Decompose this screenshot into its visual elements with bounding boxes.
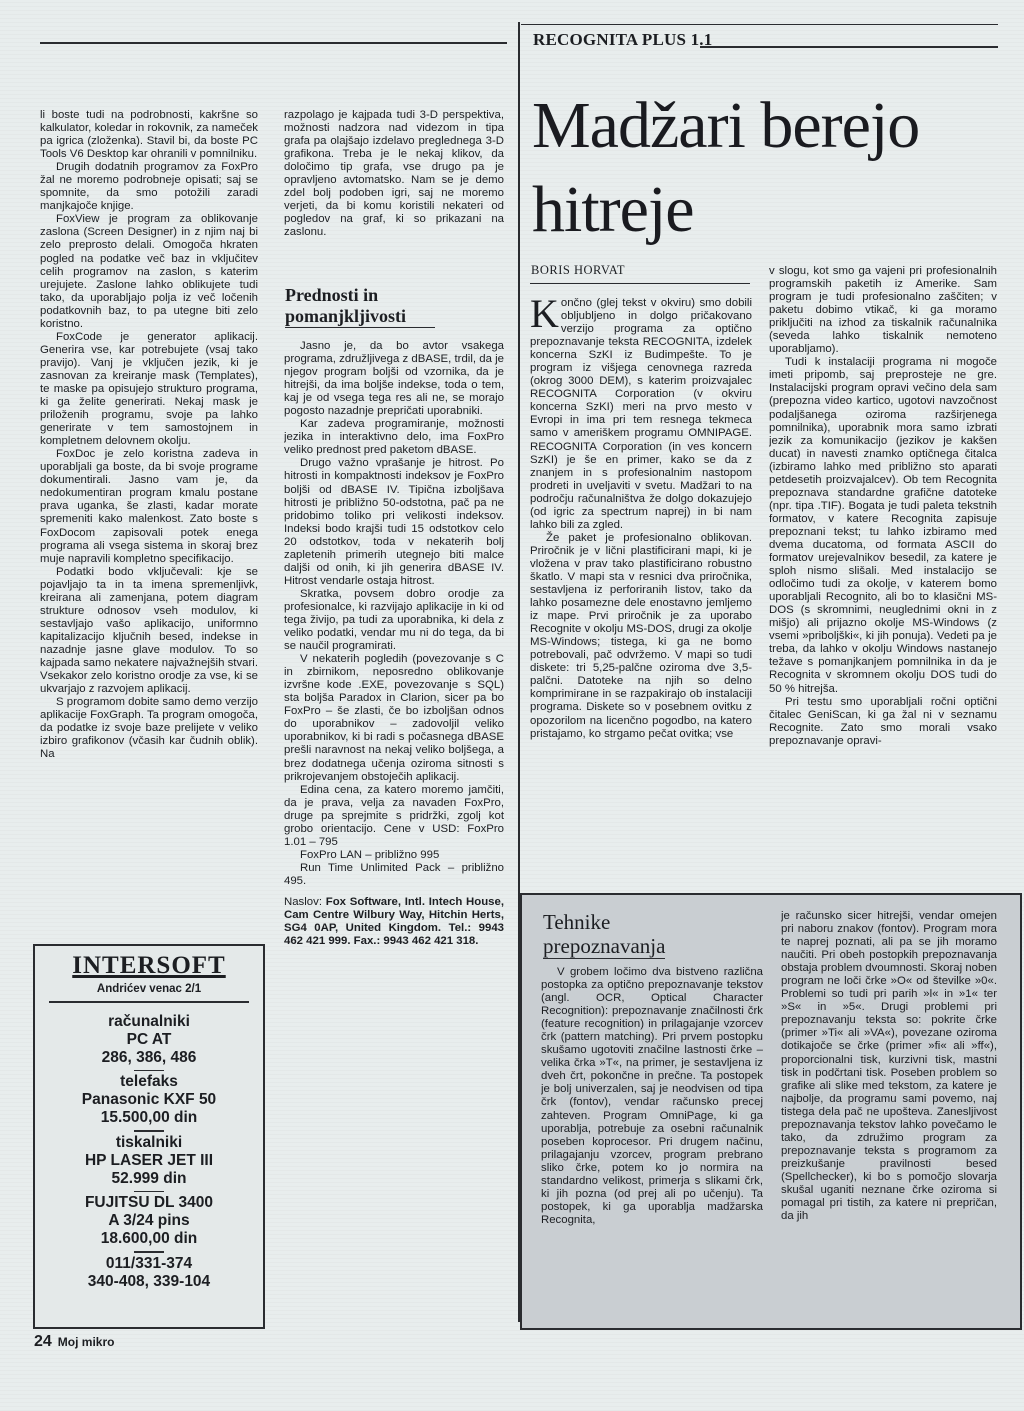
paragraph: v slogu, kot smo ga vajeni pri profesionalnih programskih paketih iz Amerike. Sam program je tudi profesionalno zaščiten; v paketu dobimo vtikač, ki ga moramo priključiti na izhod za tiskalnik računalnika (seveda lahko tiskalnik nemoteno uporabljamo). [769, 265, 997, 356]
paragraph: Kar zadeva programiranje, možnosti jezika in interaktivno delo, ima FoxPro veliko prednost pred paketom dBASE. [284, 418, 504, 457]
paragraph: FoxCode je generator aplikacij. Generira vse, kar potrebujete (vsaj tako pravijo). Vanj je vključen jezik, ki je zasnovan za kreiranje mask (Templates), te maske pa opisujejo strukturo programa, ki ga želite generirati. Nekaj mask je priloženih programu, svoje pa lahko generirate v tem samostojnem in kompletnem delovnem okolju. [40, 330, 258, 448]
ad-separator [134, 1070, 164, 1072]
middle-column-intro [284, 109, 504, 269]
sidebar-title [543, 910, 665, 959]
ad-separator [134, 1251, 164, 1253]
ad-line: HP LASER JET III [84, 1151, 214, 1169]
ad-line: PC AT [126, 1030, 172, 1048]
paragraph [530, 297, 752, 532]
paragraph-text: ončno (glej tekst v okviru) smo dobili obljubljeno in dolgo pričakovano verzijo programa za optično prepoznavanje teksta RECOGNITA, izdelek koncerna SzKI iz Budimpešte. To je program iz višjega cenovnega razreda (okrog 3000 DEM), s katerim proizvajalec RECOGNITA Corporation (v okviru koncerna SzKI) meri na prvo mesto v Evropi in ima pri tem resnega tekmeca samo v ameriškem programu OMNIPAGE. RECOGNITA Corporation (in ves koncern SzKI) je še en primer, kako se da z znanjem in s profesionalnim nastopom prodreti in uveljaviti v svetu. Madžari to na področju računalništva že dolgo dokazujejo (od igric za spectrum naprej) in bi nam lahko bili za zgled. [530, 297, 752, 531]
sidebar-column-1 [541, 966, 763, 1322]
ad-line: 011/331-374 [105, 1254, 193, 1272]
paragraph: FoxPro LAN – približno 995 [300, 848, 440, 861]
top-rule-right-thin [521, 24, 998, 25]
ad-line: računalniki [108, 1012, 190, 1030]
paragraph: Skratka, povsem dobro orodje za profesionalce, ki razvijajo aplikacije in ki od tega živijo, pa tudi za uporabnika, ki dela z veliko podatki, vendar mu ni do tega, da bi se naučil programirati. [284, 587, 504, 653]
article-column-2 [769, 265, 997, 877]
left-column [40, 109, 258, 914]
paragraph: Podatki bodo vključevali: kje se pojavljajo ta in ta imena spremenljivk, kreirana ali zamenjana, potem diagram strukture odnosov vseh modulov, ki sestavljajo vašo aplikacijo, uniformno kapitalizacijo ključnih besed, indekse in nazadnje jasne glave modulov. To so kajpada samo nekatere najvažnejših stvari. Vsekakor zelo koristno orodje za vse, ki se ukvarjajo z razvojem aplikacij. [40, 565, 258, 696]
address-label: Naslov: [284, 895, 326, 908]
page-number: 24 [34, 1333, 52, 1350]
paragraph: je računsko sicer hitrejši, vendar omejen pri naboru znakov (fontov). Program mora te naprej poznati, ali pa se jih moramo naučiti. Pri obeh postopkih prepoznavanja obstaja problem dvoumnosti. Skoraj noben program ne loči črke »O« od številke »0«. Problemi so tudi pri parih »l« in »1« ter »S« in »5«. Drugi problemi pri prepoznavanju teksta so: pokrite črke (primer »Ti« ali »VA«), povezane oziroma dotikajoče se črke (primer »fi« ali »ff«), proporcionalni tisk, kurzivni tisk, mastni tisk in podčrtani tisk. Poseben problem so grafike ali slike med tekstom, za katere je najbolje, da programu sami povemo, naj tistega dela pač ne upošteva. Zanesljivost prepoznavanja tekstov lahko povečamo le tako, da združimo program za prepoznavanje teksta s programom za preizkušanje pravilnosti besed (Spellchecker), ki bo s pomočjo slovarja skušal uganiti neznane črke oziroma si pomagal pri tistih, za katere ni prepričan, da jih [781, 910, 997, 1223]
ad-line: 18.600,00 din [100, 1230, 198, 1247]
ad-separator [134, 1130, 164, 1132]
headline-line1: Madžari berejo [532, 89, 920, 162]
paragraph: Drugo važno vprašanje je hitrost. Po hitrosti in kompaktnosti indeksov je FoxPro boljši od dBASE IV. Tipična izboljšava hitrosti je približno 50-odstotna, pač pa ne pridobimo toliko pri velikosti indeksov. Indeksi bodo krajši tudi 15 odstotkov celo 20 odstotkov, toda v nekaterih bolj zapletenih primerih utegnejo biti malce daljši od onih, ki jih generira dBASE IV. Hitrost vendarle ostaja hitrost. [284, 457, 504, 587]
page-footer [34, 1333, 114, 1351]
sidebar-title-line2: prepoznavanja [543, 934, 666, 958]
ad-line: 286, 386, 486 [101, 1048, 197, 1066]
paragraph: Pri testu smo uporabljali ročni optični čitalec GeniScan, ki ga žal ni v seznamu Recognite. Zato smo morali vsako prepoznavanje opravi- [769, 695, 997, 747]
sidebar-column-2 [781, 910, 997, 1322]
byline-rule [530, 283, 750, 284]
paragraph: FoxDoc je zelo koristna zadeva in uporabljali ga boste, da bi svoje programe dokumentirali. Jasno vam je, da nedokumentiran program kmalu postane prava uganka, še zlasti, kadar morate spremeniti kako malenkost. Zato boste s FoxDocom zapisovali potek enega programa ali vsega sistema in skoraj brez muje napravili kompletno specifikacijo. [40, 448, 258, 565]
paragraph: V grobem ločimo dva bistveno različna postopka za optično prepoznavanje tekstov (angl. OCR, Optical Character Recognition): prepoznavanje značilnosti črk (feature recognition) in prilagajanje vzorcev črk (pattern matching). Pri prvem postopku skušamo ugotoviti značilne lastnosti črke – velika črka »T«, na primer, je sestavljena iz dveh črt, pokončne in prečne. Ta postopek je bolj univerzalen, saj je neodvisen od tipa črk (fontov), vendar računsko precej zahteven. Program OmniPage, ki ga uporablja, potrebuje za osebni računalnik poseben koprocesor. Pri drugem načinu, prilagajanju vzorcev, program prebrano sliko črke, potem ko jo normira na standardno velikost, primerja s slikami črk, ki jih pozna (od prej ali po učenju). Ta postopek, ki ga uporablja madžarska Recognita, [541, 966, 763, 1226]
ad-address: Andrićev venac 2/1 [96, 983, 202, 995]
ad-separator [49, 1001, 249, 1003]
ad-line: 340-408, 339-104 [87, 1272, 211, 1290]
paragraph: S programom dobite samo demo verzijo aplikacije FoxGraph. Ta program omogoča, da podatke iz svoje baze prelijete v veliko izbiro grafikonov (včasih kar čudnih oblik). Na [40, 696, 258, 761]
paragraph: V nekaterih pogledih (povezovanje s C in zbirnikom, neposredno oblikovanje izvršne kode .EXE, povezovanje s SQL) sta boljša Paradox in Clarion, sicer pa bo FoxPro – še zlasti, če bo izboljšan odnos do uporabnikov – zadovoljil veliko uporabnikov, ki bi radi s počasnega dBASE prešli naravnost na nekaj veliko boljšega, a brez dodatnega učenja oziroma sitnosti s prikrojevanjem obstoječih aplikacij. [284, 653, 504, 783]
paragraph: Jasno je, da bo avtor vsakega programa, združljivega z dBASE, trdil, da je njegov program boljši od vzornika, da je hitrejši, da ima boljše indekse, toda o tem, kaj je od vsega tega res ali ne, se morajo pogosto nazadnje prepričati uporabniki. [284, 340, 504, 418]
byline: BORIS HORVAT [531, 263, 626, 277]
top-rule-left [40, 42, 507, 44]
top-rule-right [700, 46, 998, 48]
intersoft-ad [33, 944, 265, 1329]
ad-line: 15.500,00 din [100, 1109, 198, 1126]
paragraph: Edina cena, za katero moremo jamčiti, da je prava, velja za navaden FoxPro, druge pa sprejmite s pridržki, zgolj kot grobo orientacijo. Cene v USD: FoxPro 1.01 – 795 [284, 783, 504, 848]
paragraph: FoxView je program za oblikovanje zaslona (Screen Designer) in z njim naj bi zelo preprosto delali. Omogoča hkraten pogled na podatke več baz in vključitev celih programov na zaslon, s katerim urejujete. Zaslone lahko oblikujete tudi tako, da uporabljajo polja iz več ločenih podatkovnih baz, to pa utegne biti zelo koristno. [40, 213, 258, 330]
section-title: RECOGNITA PLUS 1.1 [533, 30, 713, 49]
address: Fox Software, Intl. Intech House, Cam Centre Wilbury Way, Hitchin Herts, SG4 0AP, United Kingdom. Tel.: 9943 462 421 999. Fax.: 9943 462 421 318. [284, 895, 504, 948]
ad-logo: INTERSOFT [72, 952, 226, 979]
headline-line2: hitreje [532, 173, 694, 246]
subhead-prednosti: Prednosti in pomanjkljivosti [285, 285, 435, 328]
paragraph: Drugih dodatnih programov za FoxPro žal ne moremo podrobneje opisati; saj se spomnite, da smo potožili zaradi manjkajoče knjige. [40, 161, 258, 213]
paragraph: razpolago je kajpada tudi 3-D perspektiva, možnosti nadzora nad videzom in tipa grafa pa olajšajo izdelavo preglednega 3-D grafikona. Treba je le nekaj klikov, da določimo tip grafa, vse drugo pa je opravljeno avtomatsko. Nam se je demo zdel bolj podoben igri, saj ne moremo verjeti, da bi komu koristili nekateri od pogledov na graf, ki so prikazani na zaslonu. [284, 109, 504, 239]
paragraph: Run Time Unlimited Pack – približno 495. [284, 861, 504, 887]
headline [532, 84, 1002, 252]
dropcap: K [530, 297, 559, 336]
paragraph: Tudi k instalaciji programa ni mogoče imeti pripomb, saj preprosteje ne gre. Instalacijski program opravi večino dela sam (prepozna video kartico, ugotovi navzočnost podaljšanega oziroma razširjenega pomnilnika), uporabnik mora samo izbrati jezik za komunikacijo (jezikov je kakšen ducat) in navesti znamko optičnega čitalca (izbiramo lahko med približno sto aparati petdesetih proizvajalcev). Ob tem Recognita prepoznava standardne grafične datoteke (npr. tipa .TIF). Bogata je tudi paleta tekstnih formatov, v katere Recognita zapisuje prepoznani tekst; tu lahko izbiramo med dvema ducatoma, od formata ASCII do formatov urejevalnikov besedil, za katere je sploh nismo slišali. Med instalacijo se odločimo tudi za okolje, v katerem bomo uporabljali Recognito, ali bo to klasični MS-DOS (s skromnimi, neuglednimi okni in z mišjo) ali prijazno okolje MS-Windows (z vsemi »priboljški«, ki jih ponuja). Vedeti pa je treba, da lahko v okolju Windows nastanejo težave s pomanjkanjem pomnilnika in da je Recognita v skromnem okolju DOS tudi do 50 % hitrejša. [769, 356, 997, 695]
ad-line: FUJITSU DL 3400 [84, 1194, 214, 1211]
article-column-1 [530, 297, 752, 877]
address-paragraph [284, 896, 504, 948]
magazine-name: Moj mikro [57, 1335, 115, 1349]
ad-line: 52.999 din [111, 1169, 187, 1187]
ad-separator [134, 1191, 164, 1193]
sidebar-title-line1: Tehnike [543, 910, 611, 934]
paragraph: Že paket je profesionalno oblikovan. Priročnik je v lični plastificirani mapi, ki je vložena v prav tako plastificirano robustno škatlo. V mapi sta v resnici dva priročnika, sestavljena iz perforiranih listov, tako da lahko posamezne dele enostavno jemljemo iz mape. Prvi priročnik je za uporabo Recognite v okolju MS-DOS, drugi za okolje MS-Windows; tistega, ki ga ne bomo potrebovali, pač odvržemo. V mapi so tudi diskete: tri 5,25-palčne oziroma dve 3,5-palčni. Datoteke na njih so delno komprimirane in se razpakirajo ob instalaciji programa. Diskete so v posebnem ovitku z opozorilom na licenčno pogodbo, na katero pristajamo, ko strgamo pečat ovitka; vse [530, 531, 752, 740]
ad-line: Panasonic KXF 50 [81, 1091, 217, 1108]
paragraph: li boste tudi na podrobnosti, kakršne so kalkulator, koledar in rokovnik, za nameček pa igrica (zloženka). Stavil bi, da boste PC Tools V6 Desktop kar ohranili v pomnilniku. [40, 109, 258, 161]
middle-column [284, 340, 504, 1120]
ad-line: telefaks [120, 1073, 178, 1090]
ad-line: tiskalniki [115, 1133, 183, 1151]
ad-line: A 3/24 pins [108, 1212, 190, 1229]
